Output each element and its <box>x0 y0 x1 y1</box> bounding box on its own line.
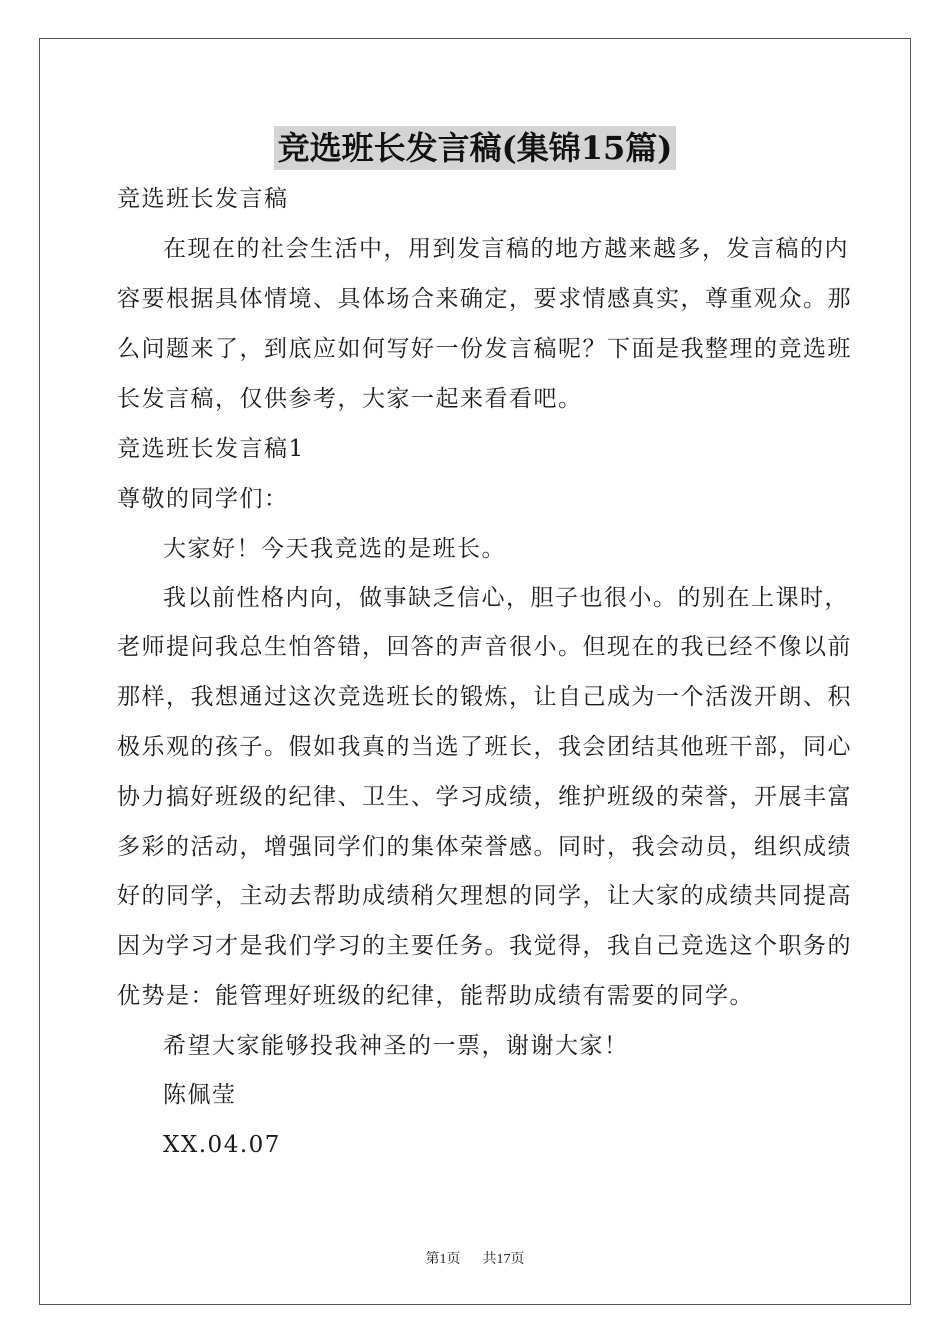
body-line: 优势是：能管理好班级的纪律，能帮助成绩有需要的同学。 <box>117 983 754 1009</box>
body-line: 协力搞好班级的纪律、卫生、学习成绩，维护班级的荣誉，开展丰富 <box>117 784 852 810</box>
intro-line: 在现在的社会生活中，用到发言稿的地方越来越多，发言稿的内 <box>163 236 849 262</box>
body-line: 我以前性格内向，做事缺乏信心，胆子也很小。的别在上课时， <box>163 585 849 611</box>
greeting: 大家好！今天我竞选的是班长。 <box>163 536 506 562</box>
section-heading: 竞选班长发言稿1 <box>117 436 305 462</box>
page-total: 共17页 <box>482 1252 525 1267</box>
body-line: 多彩的活动，增强同学们的集体荣誉感。同时，我会动员，组织成绩 <box>117 834 852 860</box>
signature: 陈佩莹 <box>163 1082 237 1108</box>
intro-line: 长发言稿，仅供参考，大家一起来看看吧。 <box>117 386 583 412</box>
body-line: 老师提问我总生怕答错，回答的声音很小。但现在的我已经不像以前 <box>117 634 852 660</box>
body-line: 极乐观的孩子。假如我真的当选了班长，我会团结其他班干部，同心 <box>117 734 852 760</box>
document-title: 竞选班长发言稿(集锦15篇) <box>274 126 677 170</box>
date: XX.04.07 <box>163 1132 281 1158</box>
body-line: 因为学习才是我们学习的主要任务。我觉得，我自己竞选这个职务的 <box>117 933 852 959</box>
body-line: 好的同学，主动去帮助成绩稍欠理想的同学，让大家的成绩共同提高 <box>117 883 852 909</box>
body-line: 那样，我想通过这次竞选班长的锻炼，让自己成为一个活泼开朗、积 <box>117 684 852 710</box>
page-number: 第1页 <box>425 1252 461 1267</box>
intro-line: 么问题来了，到底应如何写好一份发言稿呢？下面是我整理的竞选班 <box>117 336 852 362</box>
document-subtitle: 竞选班长发言稿 <box>117 186 289 212</box>
title-wrap <box>0 126 950 170</box>
intro-line: 容要根据具体情境、具体场合来确定，要求情感真实，尊重观众。那 <box>117 286 852 312</box>
page-frame <box>39 38 911 1305</box>
salutation: 尊敬的同学们： <box>117 486 289 512</box>
closing-line: 希望大家能够投我神圣的一票，谢谢大家！ <box>163 1033 629 1059</box>
page-footer <box>0 1248 950 1268</box>
